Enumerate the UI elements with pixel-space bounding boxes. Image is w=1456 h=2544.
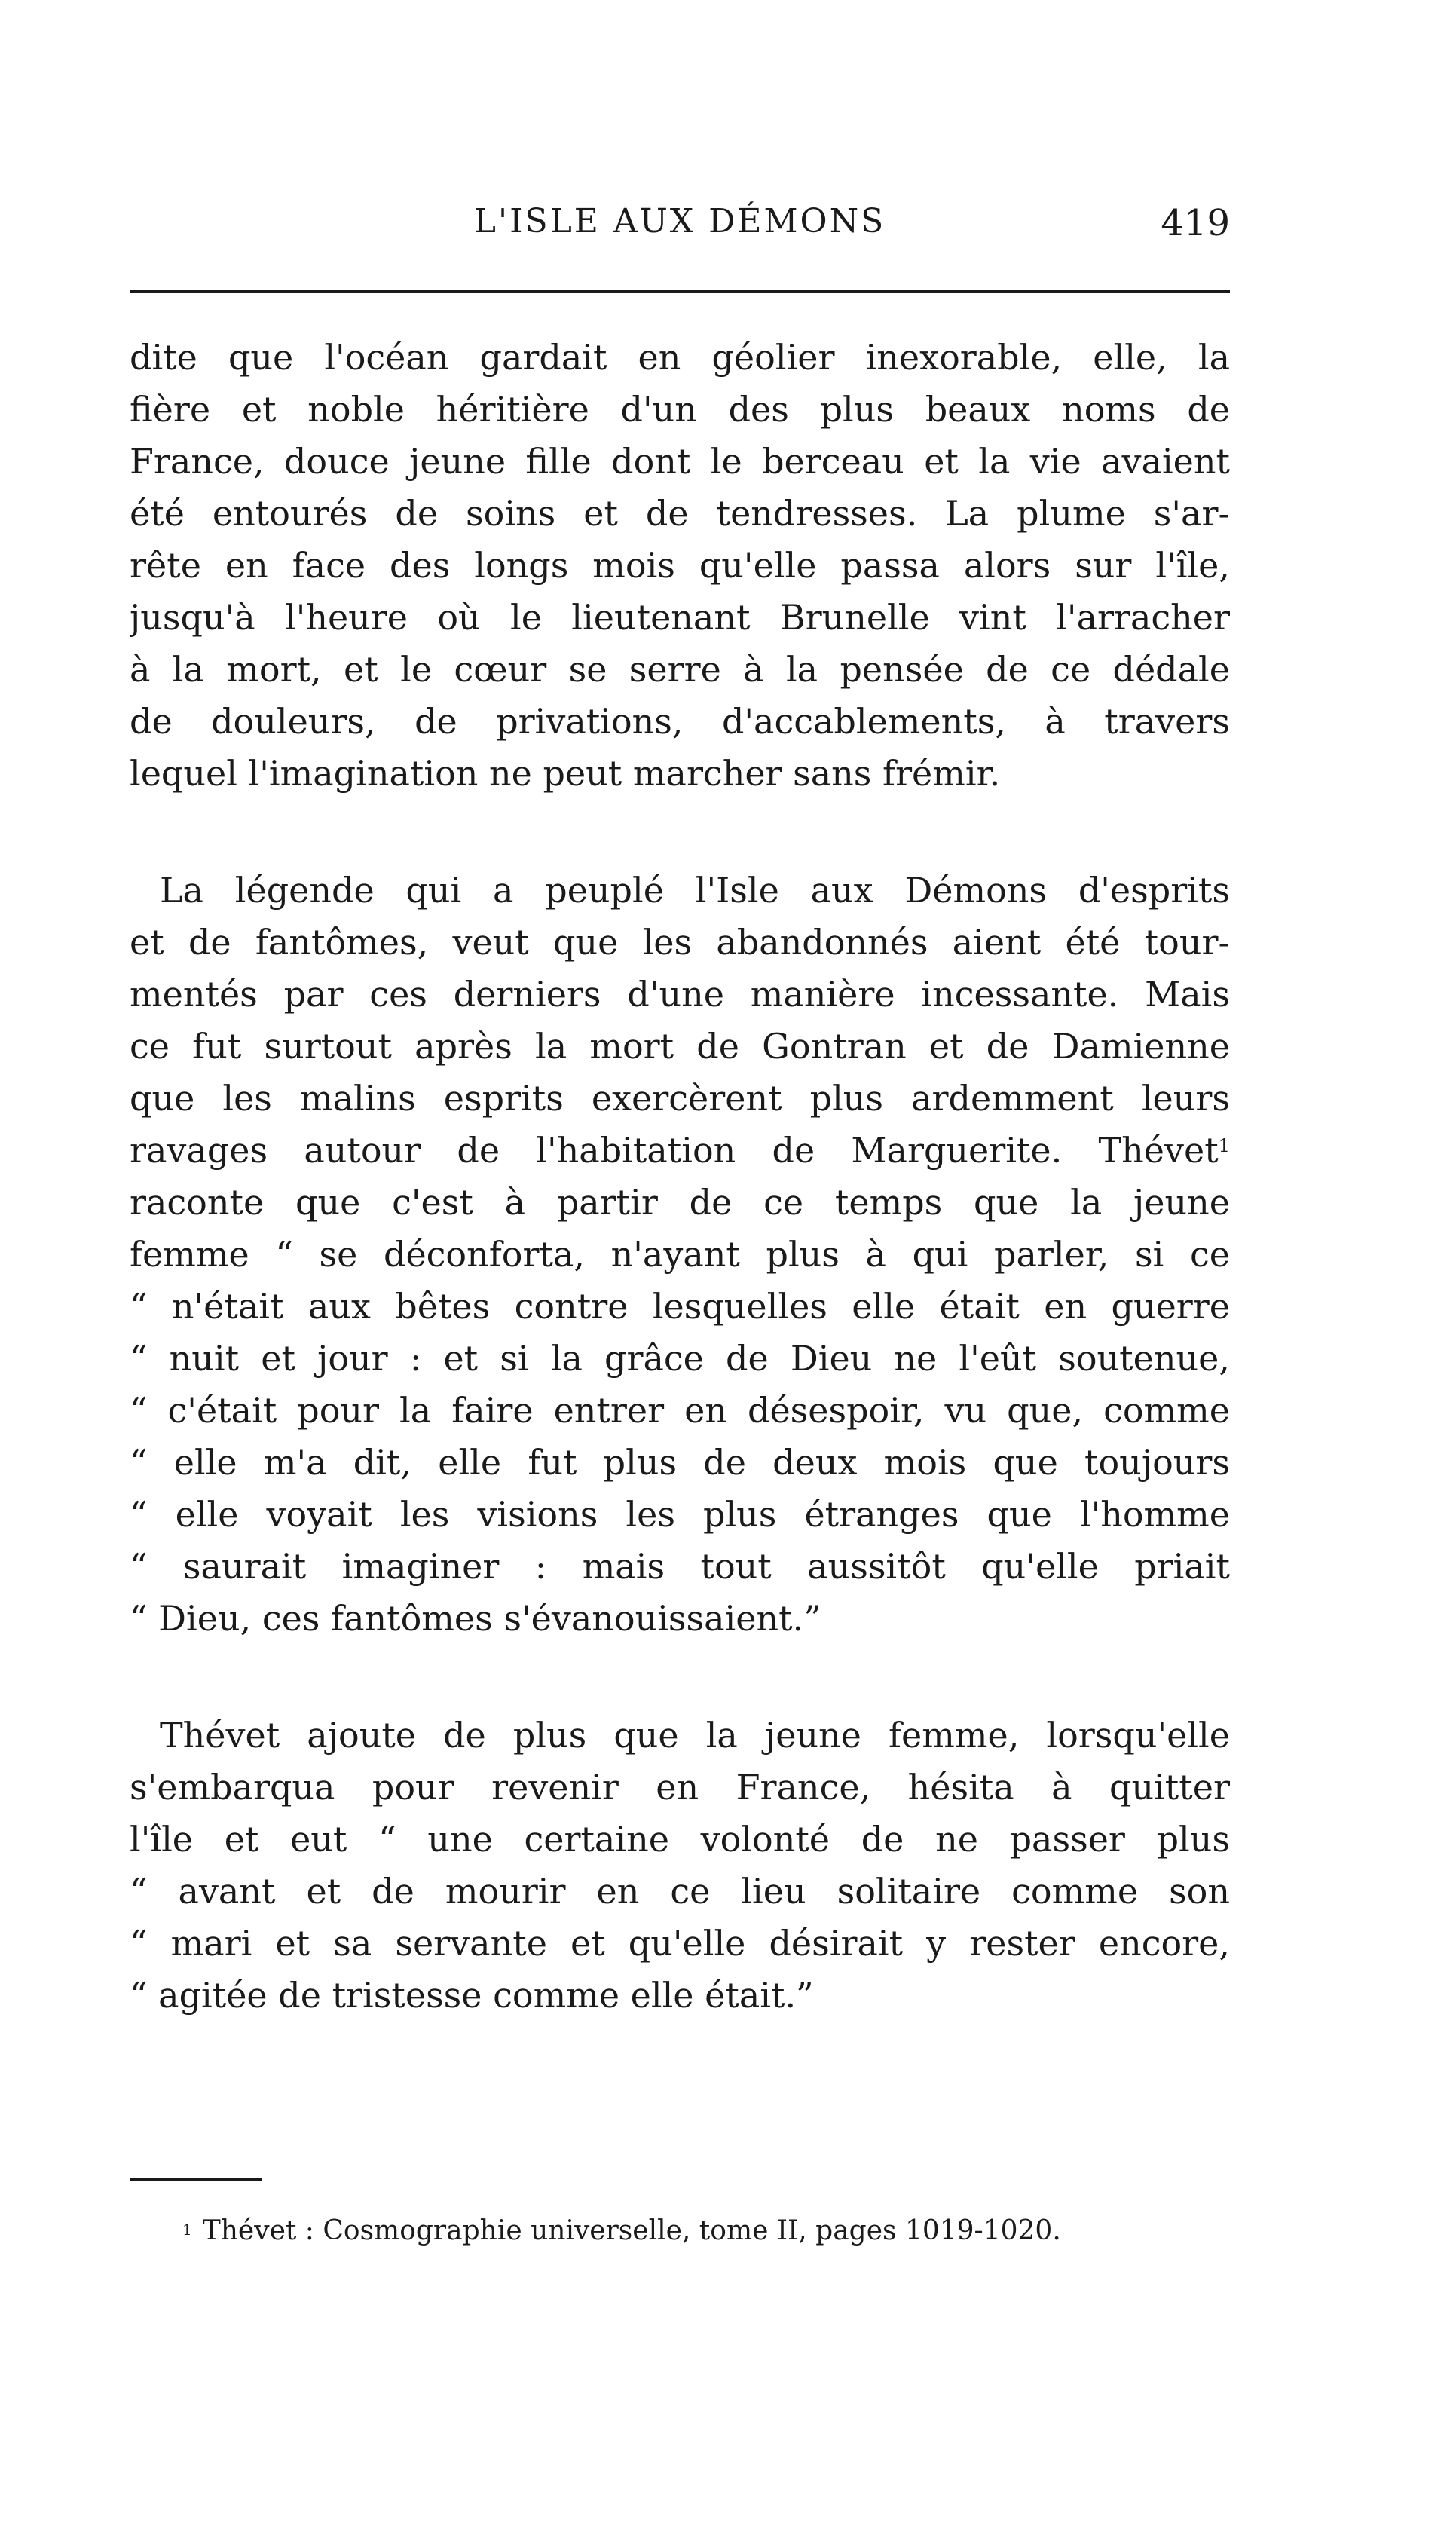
text-line: “ elle m'a dit, elle fut plus de deux mois que toujours xyxy=(130,1442,1230,1483)
text-line: s'embarqua pour revenir en France, hésita à quitter xyxy=(130,1767,1230,1808)
book-page xyxy=(130,0,1230,2544)
body-text xyxy=(130,332,1230,2086)
text-line: rête en face des longs mois qu'elle passa alors sur l'île, xyxy=(130,545,1230,586)
text-line: raconte que c'est à partir de ce temps que la jeune xyxy=(130,1182,1230,1223)
text-line: mentés par ces derniers d'une manière incessante. Mais xyxy=(130,974,1230,1015)
text-line: Thévet ajoute de plus que la jeune femme, lorsqu'elle xyxy=(160,1715,1230,1756)
text-line: femme “ se déconforta, n'ayant plus à qui parler, si ce xyxy=(130,1234,1230,1275)
running-title: L'ISLE AUX DÉMONS xyxy=(473,202,886,240)
footnote-text: Thévet : Cosmographie universelle, tome II, pages 1019-1020. xyxy=(202,2215,1061,2246)
footnote-rule xyxy=(130,2178,262,2181)
text-line: “ elle voyait les visions les plus étranges que l'homme xyxy=(130,1494,1230,1535)
text-line: France, douce jeune fille dont le berceau et la vie avaient xyxy=(130,441,1230,482)
text-line: à la mort, et le cœur se serre à la pensée de ce dédale xyxy=(130,649,1230,690)
text-line: “ saurait imaginer : mais tout aussitôt qu'elle priait xyxy=(130,1546,1230,1587)
footnote-marker: 1 xyxy=(1218,1135,1230,1156)
text-line: et de fantômes, veut que les abandonnés aient été tour- xyxy=(130,922,1230,963)
text-line: ce fut surtout après la mort de Gontran et de Damienne xyxy=(130,1026,1230,1067)
text-line: “ c'était pour la faire entrer en désespoir, vu que, comme xyxy=(130,1390,1230,1431)
text-line: “ nuit et jour : et si la grâce de Dieu ne l'eût soutenue, xyxy=(130,1338,1230,1379)
footnote-number: 1 xyxy=(182,2221,192,2239)
text-line: l'île et eut “ une certaine volonté de ne passer plus xyxy=(130,1819,1230,1860)
line-text: ravages autour de l'habitation de Marguerite. Thévet xyxy=(130,1130,1219,1171)
paragraph-1 xyxy=(130,332,1230,800)
text-line: “ agitée de tristesse comme elle était.” xyxy=(130,1975,814,2016)
text-line: “ mari et sa servante et qu'elle désirait y rester encore, xyxy=(130,1923,1230,1964)
page-header xyxy=(130,202,1230,255)
text-line: fière et noble héritière d'un des plus beaux noms de xyxy=(130,389,1230,430)
text-line: dite que l'océan gardait en géolier inexorable, elle, la xyxy=(130,337,1230,378)
text-line: de douleurs, de privations, d'accablements, à travers xyxy=(130,701,1230,742)
text-line: “ Dieu, ces fantômes s'évanouissaient.” xyxy=(130,1598,821,1639)
paragraph-3 xyxy=(130,1710,1230,2022)
text-line: “ n'était aux bêtes contre lesquelles elle était en guerre xyxy=(130,1286,1230,1327)
text-line: “ avant et de mourir en ce lieu solitaire comme son xyxy=(130,1871,1230,1912)
page-number: 419 xyxy=(1161,202,1230,244)
paragraph-2 xyxy=(130,865,1230,1645)
text-line: La légende qui a peuplé l'Isle aux Démons d'esprits xyxy=(160,870,1230,911)
footnote xyxy=(182,2212,1230,2250)
text-line: lequel l'imagination ne peut marcher sans frémir. xyxy=(130,753,1001,794)
header-rule xyxy=(130,290,1230,293)
text-line: été entourés de soins et de tendresses. La plume s'ar- xyxy=(130,493,1230,534)
text-line-with-footnote xyxy=(130,1125,1230,1177)
text-line: que les malins esprits exercèrent plus ardemment leurs xyxy=(130,1078,1230,1119)
text-line: jusqu'à l'heure où le lieutenant Brunelle vint l'arracher xyxy=(130,597,1230,638)
